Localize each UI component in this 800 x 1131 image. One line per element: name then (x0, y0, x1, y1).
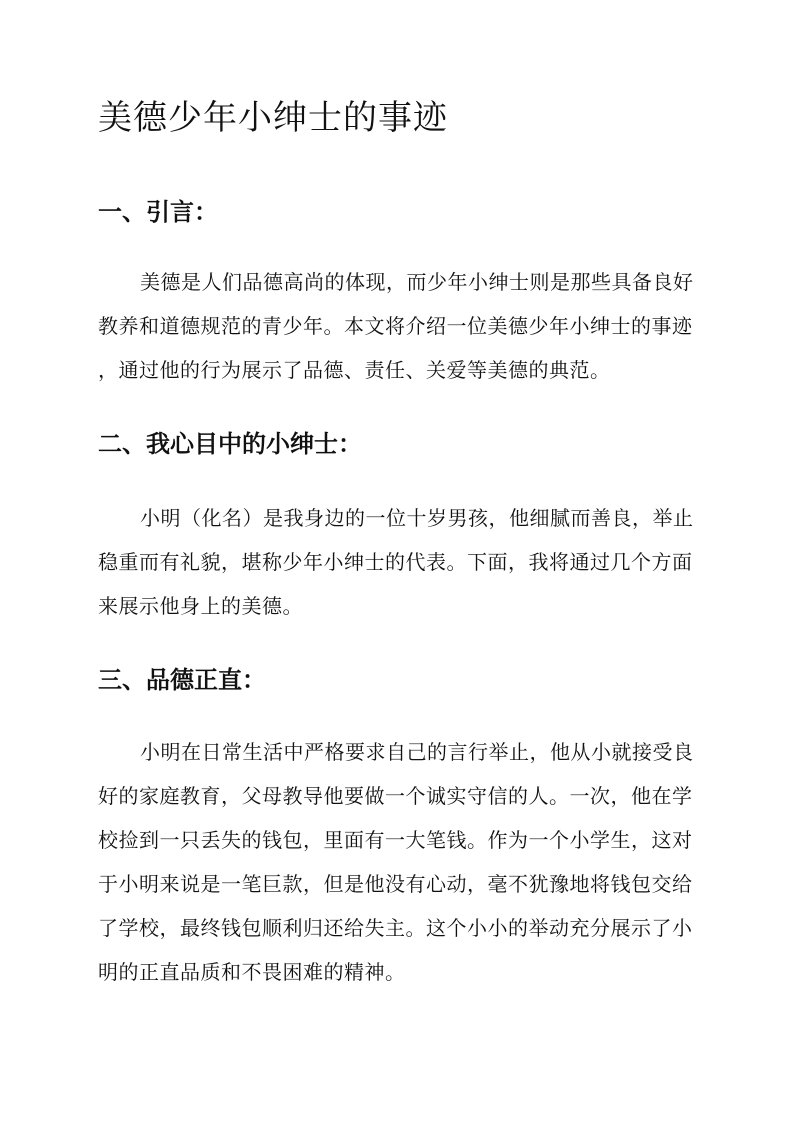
paragraph-line: 稳重而有礼貌，堪称少年小绅士的代表。下面，我将通过几个方面 (98, 550, 693, 574)
paragraph-line: 了学校，最终钱包顺利归还给失主。这个小小的举动充分展示了小 (98, 916, 693, 940)
paragraph-line: 好的家庭教育，父母教导他要做一个诚实守信的人。一次，他在学 (98, 784, 693, 808)
paragraph-line: 于小明来说是一笔巨款，但是他没有心动，毫不犹豫地将钱包交给 (98, 872, 693, 896)
paragraph-line: 明的正直品质和不畏困难的精神。 (98, 960, 406, 984)
paragraph-line: 校捡到一只丢失的钱包，里面有一大笔钱。作为一个小学生，这对 (98, 828, 693, 852)
paragraph-line: 小明在日常生活中严格要求自己的言行举止，他从小就接受良 (140, 740, 694, 764)
section-paragraph-introduction (98, 260, 702, 392)
document-title: 美德少年小绅士的事迹 (98, 98, 448, 138)
section-heading-introduction: 一、引言： (98, 197, 218, 226)
section-heading-gentleman: 二、我心目中的小绅士： (98, 429, 362, 458)
paragraph-line: 教养和道德规范的青少年。本文将介绍一位美德少年小绅士的事迹 (98, 314, 693, 338)
paragraph-line: 美德是人们品德高尚的体现，而少年小绅士则是那些具备良好 (140, 270, 694, 294)
section-paragraph-integrity (98, 730, 702, 994)
paragraph-line: ，通过他的行为展示了品德、责任、关爱等美德的典范。 (98, 358, 611, 382)
paragraph-line: 来展示他身上的美德。 (98, 594, 303, 618)
section-paragraph-gentleman (98, 496, 702, 628)
section-heading-integrity: 三、品德正直： (98, 665, 266, 694)
paragraph-line: 小明（化名）是我身边的一位十岁男孩，他细腻而善良，举止 (140, 506, 694, 530)
